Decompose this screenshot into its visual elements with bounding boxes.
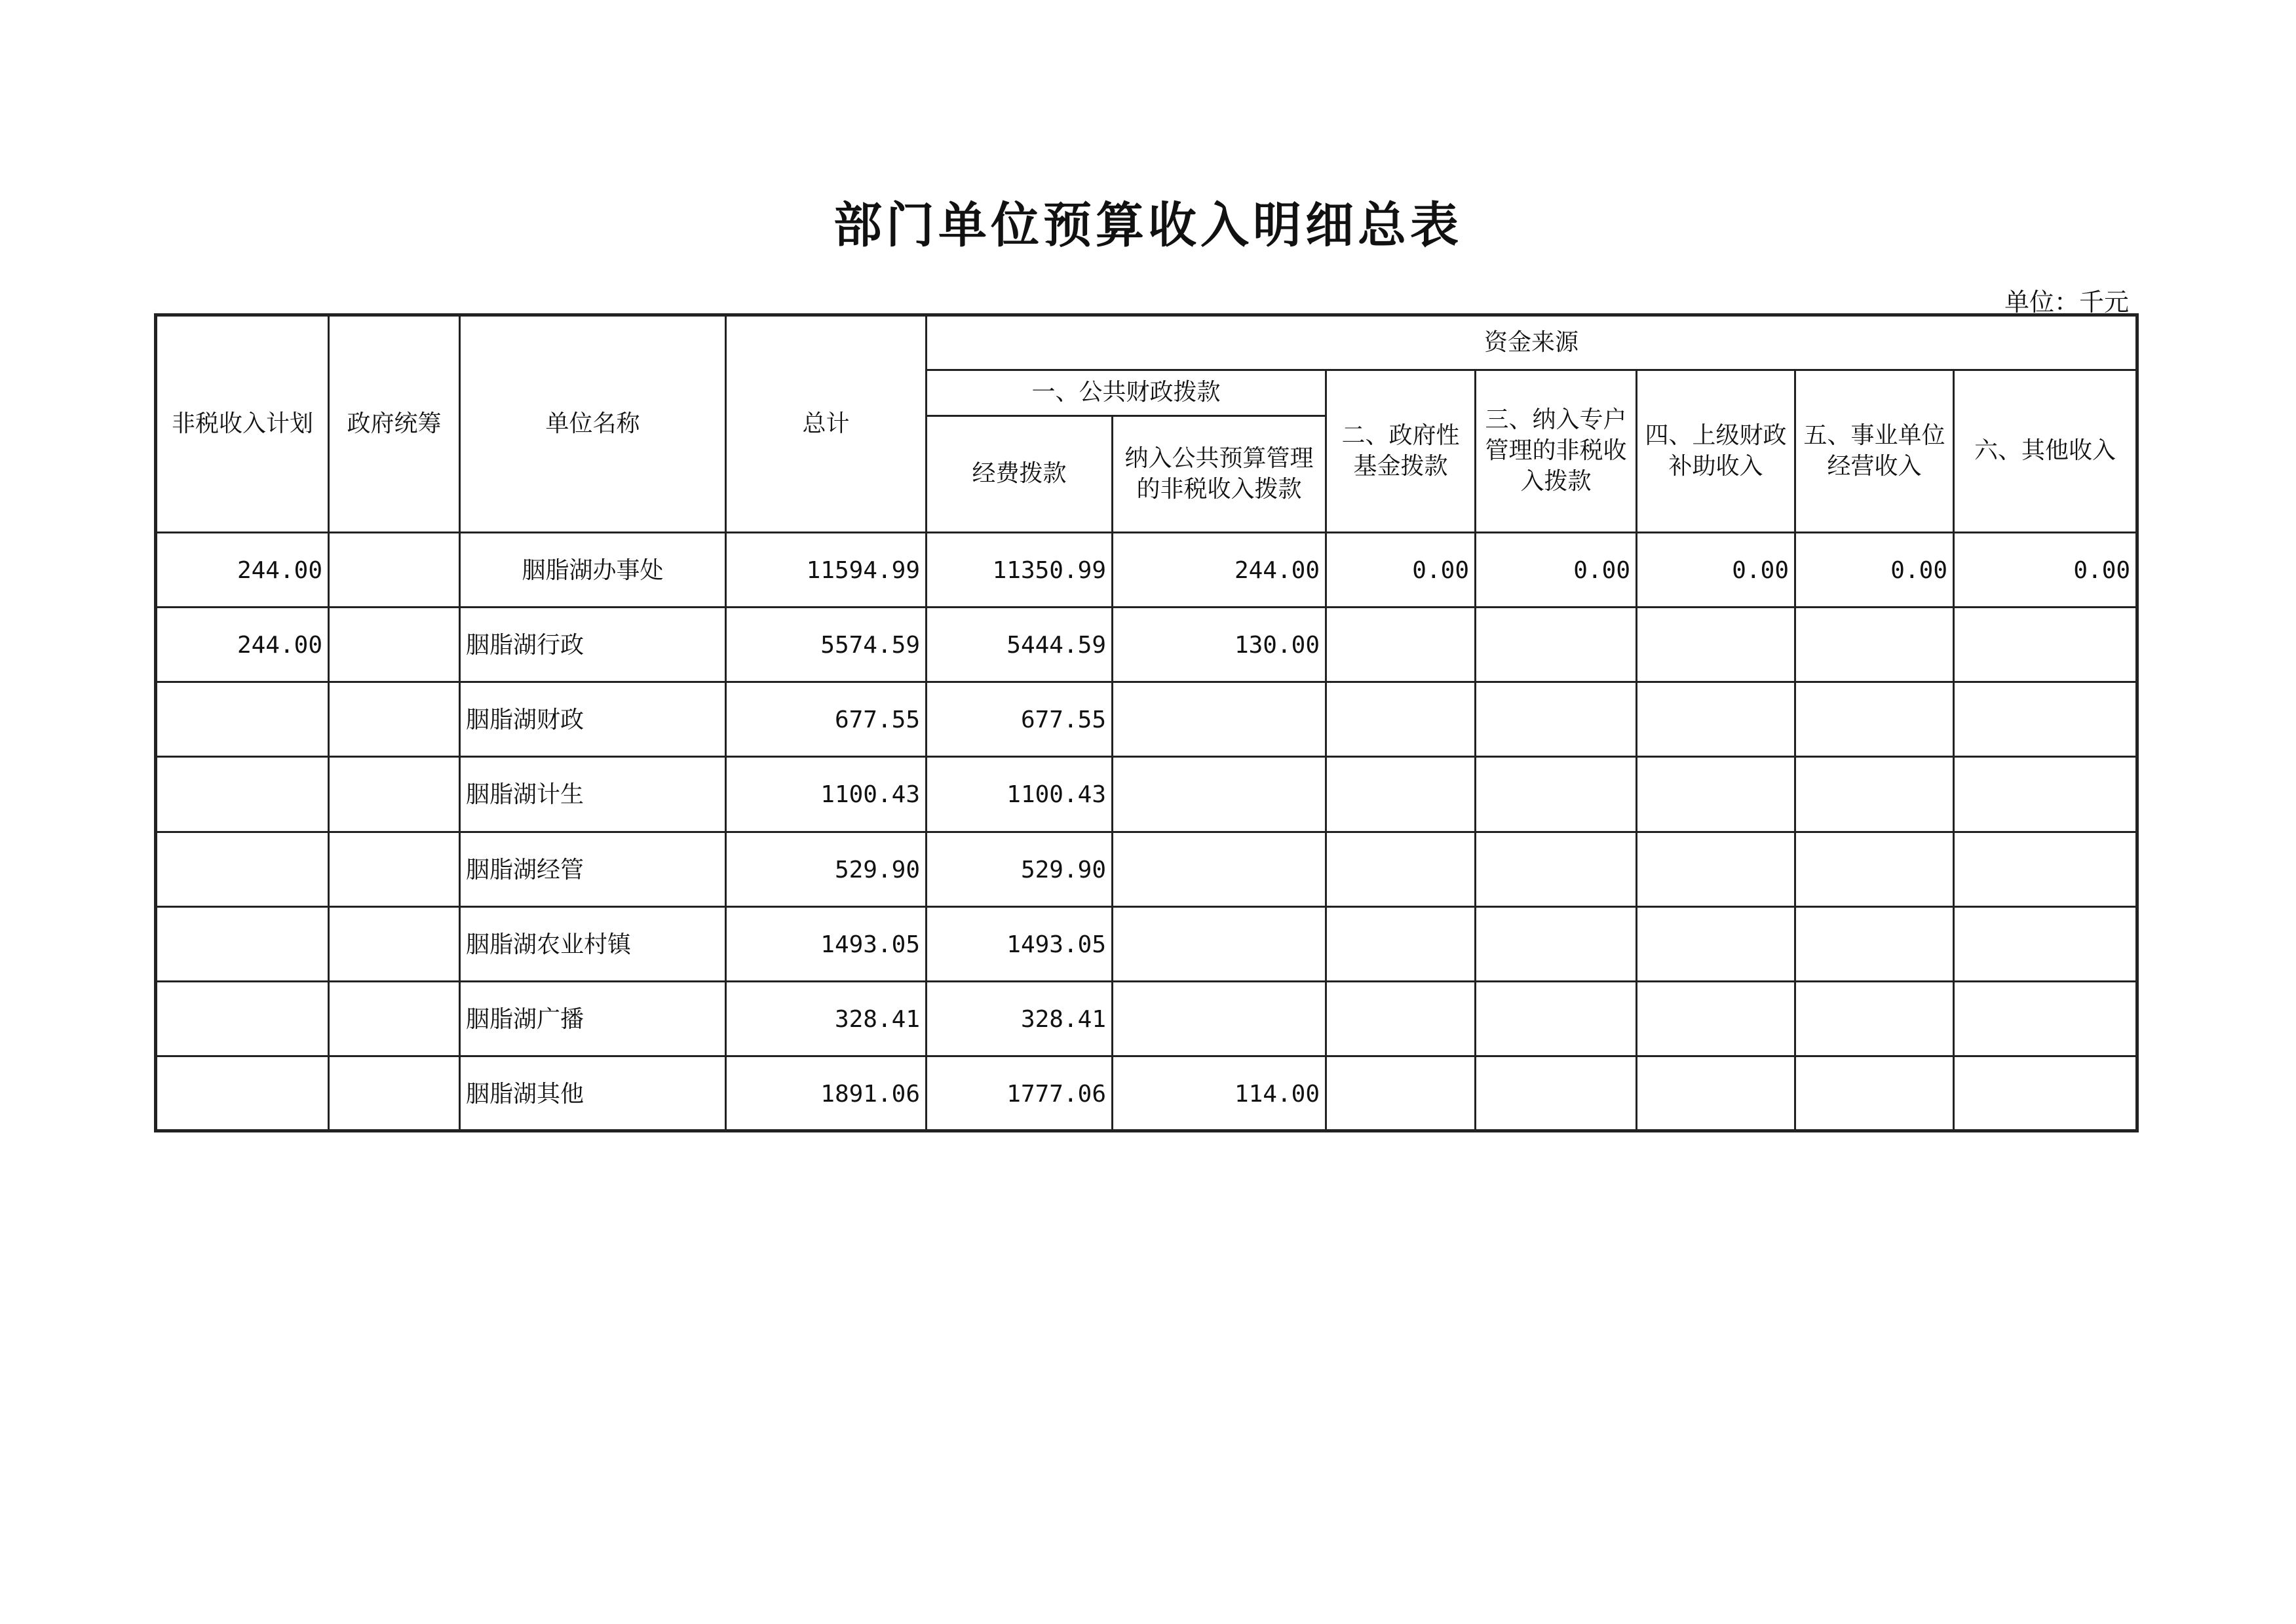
header-gov-fund: 二、政府性基金拨款 (1326, 370, 1476, 533)
cell-special-non-tax (1476, 682, 1637, 757)
cell-unit-name: 胭脂湖广播 (460, 981, 726, 1056)
cell-other-income (1954, 832, 2137, 906)
cell-special-non-tax (1476, 757, 1637, 832)
cell-gov-fund (1326, 981, 1476, 1056)
cell-other-income (1954, 682, 2137, 757)
cell-total: 529.90 (726, 832, 927, 906)
cell-business-income (1795, 906, 1954, 981)
cell-other-income (1954, 757, 2137, 832)
cell-other-income (1954, 906, 2137, 981)
cell-other-income (1954, 1056, 2137, 1131)
cell-superior-subsidy (1637, 757, 1795, 832)
cell-superior-subsidy (1637, 608, 1795, 682)
cell-business-income: 0.00 (1795, 533, 1954, 608)
cell-superior-subsidy (1637, 682, 1795, 757)
table-row (156, 757, 2137, 832)
cell-unit-name: 胭脂湖办事处 (460, 533, 726, 608)
cell-superior-subsidy (1637, 906, 1795, 981)
cell-non-tax-plan (156, 906, 329, 981)
cell-special-non-tax (1476, 832, 1637, 906)
cell-business-income (1795, 682, 1954, 757)
cell-funding: 11350.99 (927, 533, 1113, 608)
cell-non-tax-included: 244.00 (1113, 533, 1326, 608)
cell-business-income (1795, 1056, 1954, 1131)
header-non-tax-plan: 非税收入计划 (156, 315, 329, 533)
cell-other-income (1954, 981, 2137, 1056)
cell-special-non-tax (1476, 981, 1637, 1056)
table-row (156, 682, 2137, 757)
header-superior-subsidy: 四、上级财政补助收入 (1637, 370, 1795, 533)
cell-total: 677.55 (726, 682, 927, 757)
header-business-income: 五、事业单位经营收入 (1795, 370, 1954, 533)
header-public-finance: 一、公共财政拨款 (927, 370, 1326, 416)
cell-funding: 677.55 (927, 682, 1113, 757)
cell-gov-fund (1326, 832, 1476, 906)
table-row (156, 981, 2137, 1056)
cell-business-income (1795, 757, 1954, 832)
cell-gov-coordination (329, 906, 460, 981)
cell-gov-fund (1326, 906, 1476, 981)
cell-non-tax-included (1113, 981, 1326, 1056)
cell-gov-coordination (329, 682, 460, 757)
cell-special-non-tax (1476, 1056, 1637, 1131)
cell-funding: 5444.59 (927, 608, 1113, 682)
cell-unit-name: 胭脂湖财政 (460, 682, 726, 757)
header-row-1 (156, 315, 2137, 370)
table-row (156, 832, 2137, 906)
cell-unit-name: 胭脂湖农业村镇 (460, 906, 726, 981)
cell-gov-coordination (329, 533, 460, 608)
header-special-non-tax: 三、纳入专户管理的非税收入拨款 (1476, 370, 1637, 533)
cell-non-tax-plan (156, 1056, 329, 1131)
cell-total: 1493.05 (726, 906, 927, 981)
cell-non-tax-included: 130.00 (1113, 608, 1326, 682)
cell-non-tax-included (1113, 832, 1326, 906)
header-total: 总计 (726, 315, 927, 533)
cell-special-non-tax (1476, 906, 1637, 981)
cell-gov-coordination (329, 832, 460, 906)
cell-non-tax-plan (156, 682, 329, 757)
cell-superior-subsidy (1637, 832, 1795, 906)
cell-total: 11594.99 (726, 533, 927, 608)
page-title: 部门单位预算收入明细总表 (833, 197, 1463, 254)
cell-non-tax-included (1113, 757, 1326, 832)
cell-business-income (1795, 832, 1954, 906)
cell-gov-fund: 0.00 (1326, 533, 1476, 608)
cell-unit-name: 胭脂湖其他 (460, 1056, 726, 1131)
cell-gov-fund (1326, 1056, 1476, 1131)
cell-superior-subsidy (1637, 981, 1795, 1056)
cell-special-non-tax: 0.00 (1476, 533, 1637, 608)
cell-other-income: 0.00 (1954, 533, 2137, 608)
cell-total: 5574.59 (726, 608, 927, 682)
cell-non-tax-plan (156, 981, 329, 1056)
cell-non-tax-plan: 244.00 (156, 608, 329, 682)
header-other-income: 六、其他收入 (1954, 370, 2137, 533)
cell-other-income (1954, 608, 2137, 682)
cell-gov-fund (1326, 757, 1476, 832)
cell-gov-coordination (329, 608, 460, 682)
header-fund-source: 资金来源 (927, 315, 2137, 370)
cell-funding: 1493.05 (927, 906, 1113, 981)
cell-gov-coordination (329, 1056, 460, 1131)
header-unit-name: 单位名称 (460, 315, 726, 533)
header-gov-coordination: 政府统筹 (329, 315, 460, 533)
cell-funding: 328.41 (927, 981, 1113, 1056)
cell-unit-name: 胭脂湖经管 (460, 832, 726, 906)
cell-funding: 1100.43 (927, 757, 1113, 832)
cell-total: 328.41 (726, 981, 927, 1056)
cell-non-tax-included: 114.00 (1113, 1056, 1326, 1131)
cell-gov-coordination (329, 981, 460, 1056)
header-non-tax-included: 纳入公共预算管理的非税收入拨款 (1113, 416, 1326, 533)
table-row (156, 1056, 2137, 1131)
header-funding: 经费拨款 (927, 416, 1113, 533)
cell-non-tax-plan (156, 832, 329, 906)
cell-gov-coordination (329, 757, 460, 832)
cell-gov-fund (1326, 682, 1476, 757)
cell-funding: 1777.06 (927, 1056, 1113, 1131)
cell-special-non-tax (1476, 608, 1637, 682)
cell-superior-subsidy (1637, 1056, 1795, 1131)
cell-unit-name: 胭脂湖计生 (460, 757, 726, 832)
cell-funding: 529.90 (927, 832, 1113, 906)
cell-non-tax-included (1113, 682, 1326, 757)
cell-total: 1100.43 (726, 757, 927, 832)
table-row (156, 533, 2137, 608)
unit-label: 单位：千元 (2004, 288, 2129, 317)
cell-non-tax-plan (156, 757, 329, 832)
cell-total: 1891.06 (726, 1056, 927, 1131)
table-row (156, 608, 2137, 682)
cell-non-tax-included (1113, 906, 1326, 981)
cell-business-income (1795, 981, 1954, 1056)
cell-unit-name: 胭脂湖行政 (460, 608, 726, 682)
cell-superior-subsidy: 0.00 (1637, 533, 1795, 608)
cell-business-income (1795, 608, 1954, 682)
table-row (156, 906, 2137, 981)
cell-non-tax-plan: 244.00 (156, 533, 329, 608)
cell-gov-fund (1326, 608, 1476, 682)
budget-table (154, 313, 2139, 1132)
